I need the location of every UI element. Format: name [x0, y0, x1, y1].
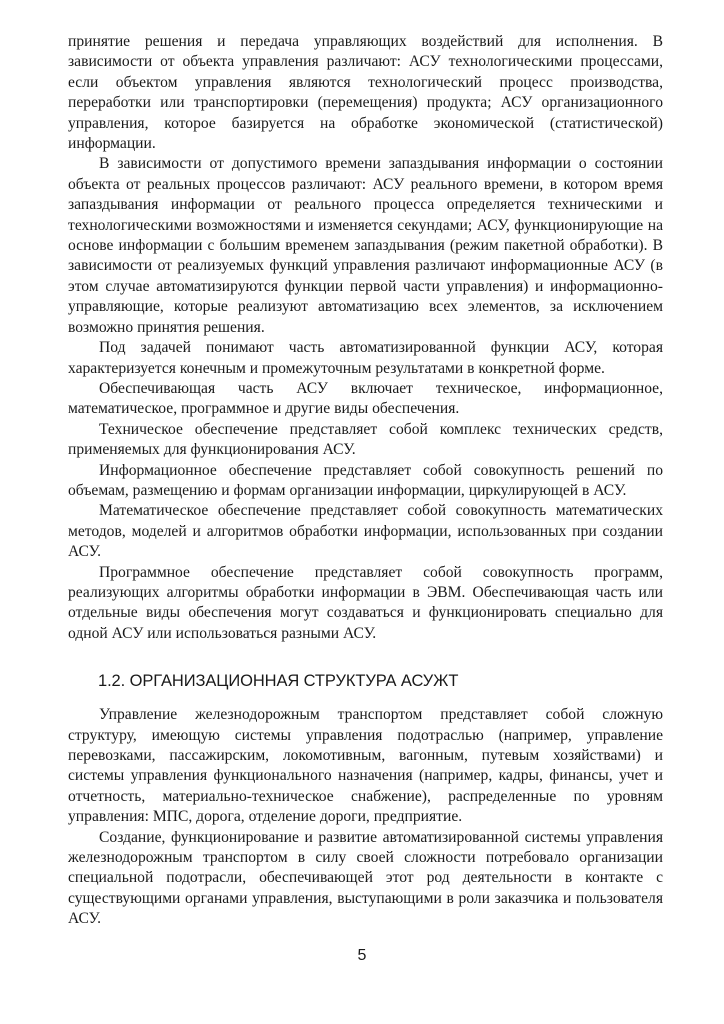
- paragraph-mathematical-support: Математическое обеспечение представляет собой совокупность математических методов, моделей и алгоритмов обработки информации, использованных при создании АСУ.: [68, 502, 663, 561]
- paragraph-technical-support: Техническое обеспечение представляет собой комплекс технических средств, применяемых для функционирования АСУ.: [68, 420, 663, 459]
- page-content: [68, 32, 663, 930]
- paragraph-system-creation: Создание, функционирование и развитие автоматизированной системы управления железнодорожным транспортом в силу своей сложности потребовало организации специальной подотрасли, обеспечивающей этот род деятельности в контакте с существующими органами управления, выступающими в роли заказчика и пользователя АСУ.: [68, 828, 663, 928]
- paragraph-information-support: Информационное обеспечение представляет собой совокупность решений по объемам, размещению и формам организации информации, циркулирующей в АСУ.: [68, 461, 663, 499]
- paragraph-latency-classification: В зависимости от допустимого времени запаздывания информации о состоянии объекта от реальных процессов различают: АСУ реального времени, в котором время запаздывания информации от реального процесса определяется техническими и технологическими возможностями и изменяется секундами; АСУ, функционирующие на основе информации с большим временем запаздывания (режим пакетной обработки). В зависимости от реализуемых функций управления различают информационные АСУ (в этом случае автоматизируются функции первой части управления) и информационно-управляющие, которые реализуют автоматизацию всех элементов, за исключением возможно принятия решения.: [68, 155, 663, 336]
- page-number: 5: [357, 947, 367, 964]
- paragraph-continued: принятие решения и передача управляющих воздействий для исполнения. В зависимости от объекта управления различают: АСУ технологическими процессами, если объектом управления являются технологический процесс производства, переработки или транспортировки (перемещения) продукта; АСУ организационного управления, которое базируется на обработке экономической (статистической) информации.: [68, 33, 663, 153]
- paragraph-supporting-part: Обеспечивающая часть АСУ включает техническое, информационное, математическое, программное и другие виды обеспечения.: [68, 379, 663, 418]
- paragraph-software-support: Программное обеспечение представляет собой совокупность программ, реализующих алгоритмы обработки информации в ЭВМ. Обеспечивающая часть или отдельные виды обеспечения могут создаваться и функционировать специально для одной АСУ или использоваться разными АСУ.: [68, 563, 663, 642]
- paragraph-task-definition: Под задачей понимают часть автоматизированной функции АСУ, которая характеризуется конечным и промежуточным результатами в конкретной форме.: [68, 339, 663, 377]
- paragraph-railway-management: Управление железнодорожным транспортом представляет собой сложную структуру, имеющую системы управления подотраслью (например, управление перевозками, пассажирским, локомотивным, вагонным, путевым хозяйствами) и системы управления функционального назначения (например, кадры, финансы, учет и отчетность, материально-техническое снабжение), распределенные по уровням управления: МПС, дорога, отделение дороги, предприятие.: [68, 706, 663, 826]
- section-heading: 1.2. ОРГАНИЗАЦИОННАЯ СТРУКТУРА АСУЖТ: [98, 672, 459, 691]
